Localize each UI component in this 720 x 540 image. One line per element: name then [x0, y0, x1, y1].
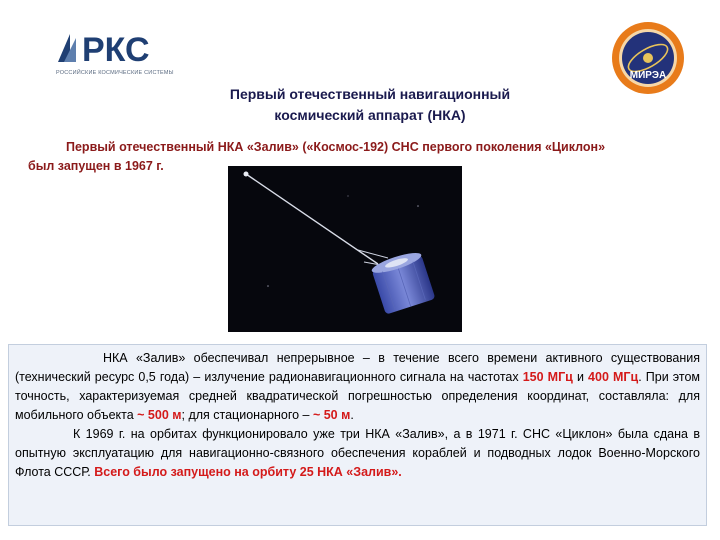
info-p1-text-a: НКА «Залив» обеспечивал непрерывное – в течение всего времени активного существования (технический ресурс 0,5 года) – излучение радионавигационного сигнала на частотах: [15, 351, 700, 384]
accuracy-stationary: ~ 50 м: [312, 408, 351, 422]
info-p1-text-d: ; для стационарного –: [181, 408, 313, 422]
rks-logo: [56, 28, 190, 80]
title-line-1: Первый отечественный навигационный: [229, 86, 511, 102]
info-p1-text-e: .: [350, 408, 354, 422]
slide-title: [170, 84, 570, 126]
info-p1-text-c: . При этом точность, характеризуемая средней квадратической погрешностью определения координат, составляла: для мобильного объекта: [15, 370, 701, 422]
intro-line-1: Первый отечественный НКА «Залив» («Космос-192) СНС первого поколения «Циклон»: [66, 140, 606, 154]
satellite-photo: [228, 166, 462, 332]
mirea-logo-text: МИРЭА: [629, 70, 667, 81]
info-box: [8, 344, 707, 526]
launch-count-highlight: Всего было запущено на орбиту 25 НКА «Залив».: [94, 465, 402, 479]
info-paragraph-2: [15, 425, 700, 482]
frequency-2: 400 МГц: [588, 370, 639, 384]
info-paragraph-1: [15, 349, 700, 425]
rks-logo-text: РКС: [82, 31, 150, 68]
intro-line-2: был запущен в 1967 г.: [28, 159, 164, 173]
info-p1-text-b: и: [572, 370, 589, 384]
rks-logo-subtitle: РОССИЙСКИЕ КОСМИЧЕСКИЕ СИСТЕМЫ: [56, 70, 174, 76]
title-line-2: космический аппарат (НКА): [274, 107, 466, 123]
frequency-1: 150 МГц: [522, 370, 573, 384]
accuracy-mobile: ~ 500 м: [137, 408, 182, 422]
info-p2-text-a: К 1969 г. на орбитах функционировало уже три НКА «Залив», а в 1971 г. СНС «Циклон» была сдана в опытную эксплуатацию для навигационно-связного обеспечения кораблей и подводных лодок Военно-Морского Флота СССР.: [15, 427, 700, 479]
rks-logo-mark: [56, 28, 190, 68]
mirea-logo: [610, 20, 686, 96]
